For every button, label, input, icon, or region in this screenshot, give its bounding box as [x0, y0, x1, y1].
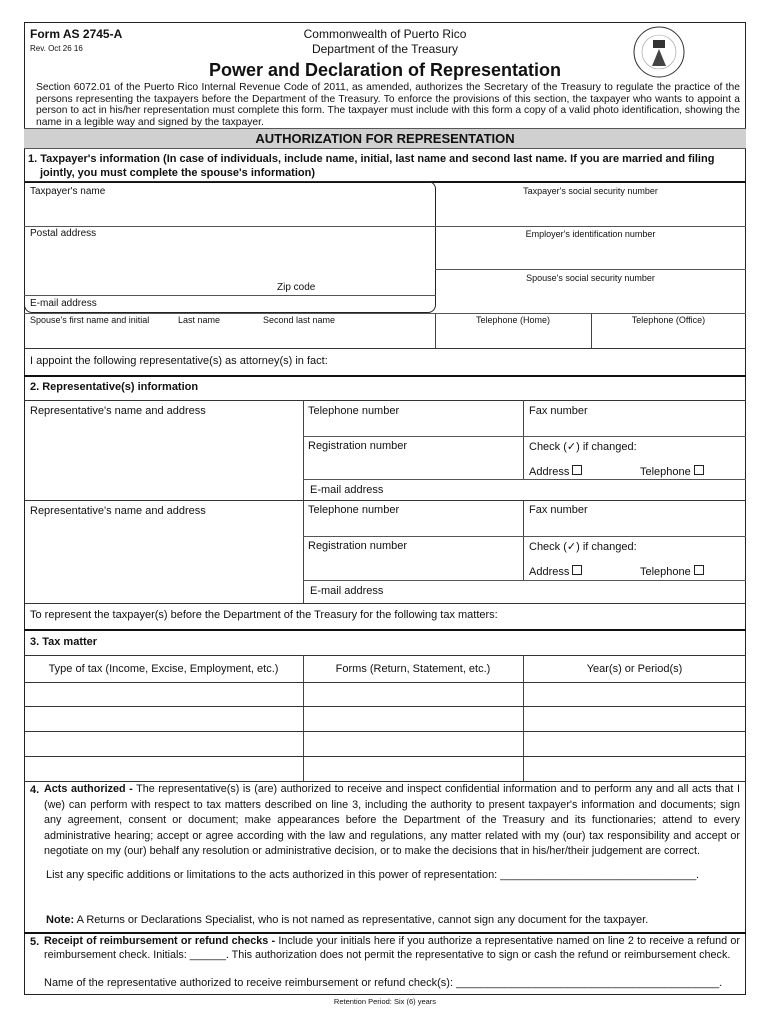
- represent-text: To represent the taxpayer(s) before the Department of the Treasury for the following tax matters:: [30, 609, 498, 621]
- taxpayer-box: [24, 181, 436, 313]
- spouse-ssn-field[interactable]: Spouse's social security number: [526, 273, 655, 283]
- limitations-field[interactable]: List any specific additions or limitations to the acts authorized in this power of representation: ________________________________.: [46, 869, 700, 881]
- col-forms: Forms (Return, Statement, etc.): [335, 663, 491, 675]
- treasury-seal: [628, 24, 690, 80]
- agency-line2: Department of the Treasury: [311, 42, 459, 56]
- rep2-check-label: Check (✓) if changed:: [529, 541, 637, 553]
- rep2-name-address-field[interactable]: Representative's name and address: [30, 505, 206, 517]
- email-field[interactable]: E-mail address: [30, 298, 97, 309]
- address-label: Address: [529, 566, 570, 578]
- intro-paragraph: Section 6072.01 of the Puerto Rico Internal Revenue Code of 2011, as amended, authorizes the Secretary of the Treasury to regulate the practice of the persons representing the taxpayers before the Department of the Treasury. To enforce the provisions of this section, the taxpayer who wants to appoint a person to act in his/her representation must complete this form. The taxpayer must include with this form a copy of a valid photo identification, showing the name in a legible way and signed by the taxpayer.: [36, 82, 740, 128]
- rep1-registration-field[interactable]: Registration number: [308, 440, 408, 452]
- section4-number: 4.: [30, 784, 40, 796]
- rep2-email-field[interactable]: E-mail address: [310, 585, 384, 597]
- ein-field[interactable]: Employer's identification number: [525, 229, 656, 239]
- checkbox[interactable]: [572, 565, 582, 575]
- appoint-text: I appoint the following representative(s) as attorney(s) in fact:: [30, 355, 328, 367]
- section4-title: Acts authorized -: [44, 783, 133, 795]
- postal-address-field[interactable]: Postal address: [30, 228, 97, 239]
- taxpayer-name-field[interactable]: Taxpayer's name: [30, 186, 106, 197]
- form-number: Form AS 2745-A: [30, 27, 123, 41]
- section5-body: Include your initials here if you authorize a representative named on line 2 to receive a refund or reimbursement check. Initials: ______. This authorization does not permit the representative to sign or cash the refund or reimbursement check.: [44, 935, 741, 961]
- address-label: Address: [529, 466, 570, 478]
- section2-heading: 2. Representative(s) information: [30, 381, 199, 393]
- checkbox[interactable]: [572, 465, 582, 475]
- section5-title: Receipt of reimbursement or refund checks -: [44, 935, 276, 947]
- telephone-office-field[interactable]: Telephone (Office): [631, 315, 706, 325]
- spouse-last-name-field[interactable]: Last name: [178, 315, 221, 325]
- note-label: Note:: [46, 914, 75, 926]
- agency-line1: Commonwealth of Puerto Rico: [303, 27, 467, 41]
- telephone-home-field[interactable]: Telephone (Home): [475, 315, 551, 325]
- spouse-first-name-field[interactable]: Spouse's first name and initial: [30, 315, 150, 325]
- section1-heading: 1. Taxpayer's information (In case of individuals, include name, initial, last name and second last name. If you are married and filing jointly, you must complete the spouse's information): [28, 153, 715, 179]
- form-title: Power and Declaration of Representation: [208, 60, 562, 80]
- rep2-registration-field[interactable]: Registration number: [308, 540, 408, 552]
- section4-body: The representative(s) is (are) authorized to receive and inspect confidential information and to perform any and all acts that I (we) can perform with respect to tax matters described on line 3, including the authority to present taxpayer's information and documents; sign any agreement, consent or document; make appearances before the Department of the Treasury and its functionaries; attend to every administrative hearing; accept or agree according with the law and regulations, any matter related with my (our) tax responsibility and accept or negotiate on my (our) behalf any resolution or administrative decision, or to make the decisions that in his/her/their judgement are correct.: [44, 783, 740, 857]
- telephone-label: Telephone: [640, 566, 691, 578]
- section4-text: [44, 782, 740, 860]
- refund-representative-field[interactable]: Name of the representative authorized to receive reimbursement or refund check(s): ___________________________________________.: [44, 977, 723, 989]
- telephone-label: Telephone: [640, 466, 691, 478]
- section3-heading: 3. Tax matter: [30, 636, 98, 648]
- col-years: Year(s) or Period(s): [586, 663, 683, 675]
- retention-period: Retention Period: Six (6) years: [333, 997, 437, 1006]
- zip-code-field[interactable]: Zip code: [277, 282, 316, 293]
- note: [46, 914, 648, 926]
- checkbox[interactable]: [694, 565, 704, 575]
- rep1-address-checkbox[interactable]: [529, 465, 582, 478]
- authorization-banner: AUTHORIZATION FOR REPRESENTATION: [24, 128, 746, 149]
- rep1-email-field[interactable]: E-mail address: [310, 484, 384, 496]
- rep1-name-address-field[interactable]: Representative's name and address: [30, 405, 206, 417]
- rep1-fax-field[interactable]: Fax number: [529, 405, 588, 417]
- rep2-telephone-field[interactable]: Telephone number: [308, 504, 400, 516]
- section5-text: [44, 934, 740, 962]
- rep1-telephone-field[interactable]: Telephone number: [308, 405, 400, 417]
- col-type-of-tax: Type of tax (Income, Excise, Employment, etc.): [48, 663, 279, 675]
- spouse-second-last-name-field[interactable]: Second last name: [263, 315, 336, 325]
- rep1-check-label: Check (✓) if changed:: [529, 441, 637, 453]
- section5-number: 5.: [30, 936, 40, 948]
- rep1-telephone-checkbox[interactable]: [640, 465, 704, 478]
- note-text: A Returns or Declarations Specialist, who is not named as representative, cannot sign any document for the taxpayer.: [76, 914, 649, 926]
- rep2-address-checkbox[interactable]: [529, 565, 582, 578]
- rep2-telephone-checkbox[interactable]: [640, 565, 704, 578]
- checkbox[interactable]: [694, 465, 704, 475]
- ssn-field[interactable]: Taxpayer's social security number: [523, 186, 658, 196]
- rep2-fax-field[interactable]: Fax number: [529, 504, 588, 516]
- revision: Rev. Oct 26 16: [30, 44, 83, 53]
